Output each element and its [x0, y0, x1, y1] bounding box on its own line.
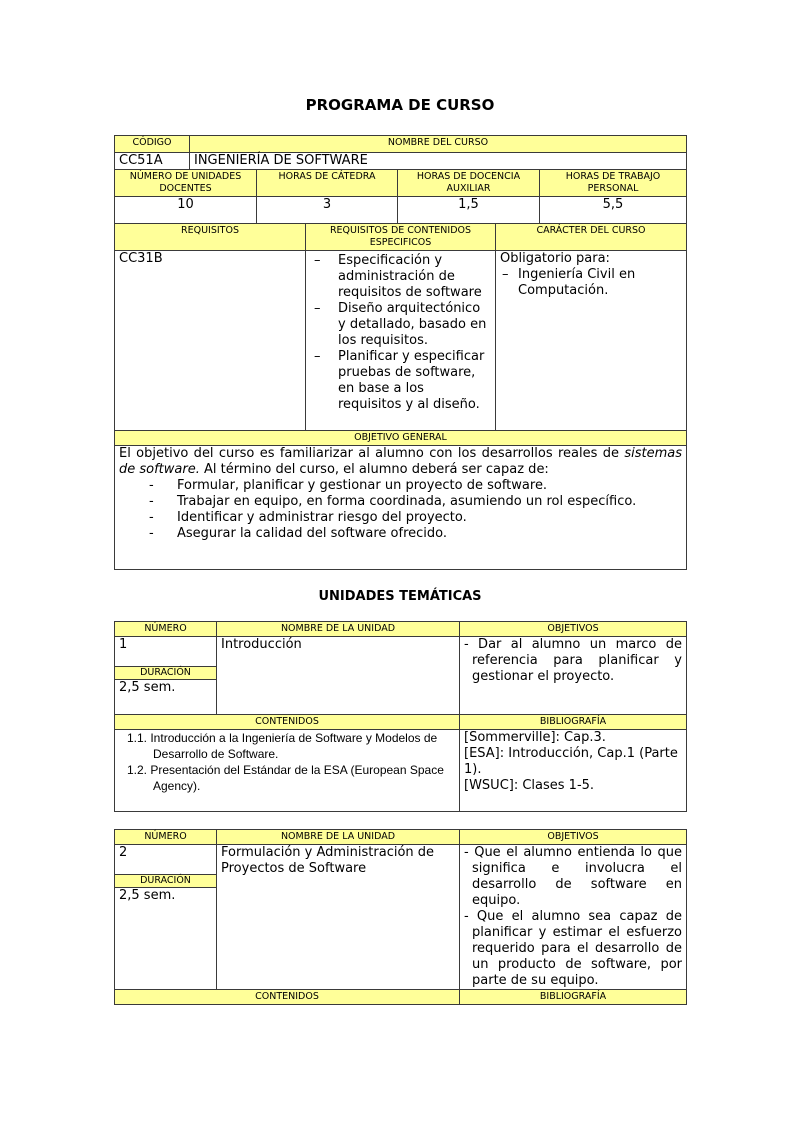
- units-title: UNIDADES TEMÁTICAS: [318, 589, 482, 604]
- course-name: INGENIERÍA DE SOFTWARE: [190, 153, 687, 170]
- requirements-table: [114, 223, 687, 570]
- bibliografia-item: [WSUC]: Clases 1-5.: [464, 778, 595, 793]
- nombre-unidad-header: NOMBRE DE LA UNIDAD: [217, 622, 460, 637]
- objetivo-cell: [115, 446, 687, 570]
- objetivos-header: OBJETIVOS: [460, 622, 687, 637]
- personal-value: 5,5: [540, 197, 687, 226]
- objetivo-item: - Formular, planificar y gestionar un proyecto de software.: [119, 478, 682, 494]
- objetivo-item: - Asegurar la calidad del software ofrecido.: [119, 526, 682, 542]
- unidades-value: 10: [115, 197, 257, 226]
- bibliografia-header: BIBLIOGRAFÍA: [460, 990, 687, 1005]
- codigo-header: CÓDIGO: [115, 136, 190, 153]
- numero-header: NÚMERO: [115, 622, 217, 637]
- numero-header: NÚMERO: [115, 830, 217, 845]
- objetivo-header: OBJETIVO GENERAL: [115, 431, 687, 446]
- objetivos-header: OBJETIVOS: [460, 830, 687, 845]
- objetivo-intro: [119, 446, 682, 478]
- requisitos-value: CC31B: [115, 251, 306, 431]
- numero-duracion-cell: [115, 845, 217, 990]
- objetivo-item: - Identificar y administrar riesgo del proyecto.: [119, 510, 682, 526]
- nombre-unidad-header: NOMBRE DE LA UNIDAD: [217, 830, 460, 845]
- auxiliar-value: 1,5: [398, 197, 540, 226]
- bibliografia-item: [Sommerville]: Cap.3.: [464, 730, 606, 745]
- bibliografia-item: [ESA]: Introducción, Cap.1 (Parte 1).: [464, 746, 678, 777]
- objetivo-item: - Trabajar en equipo, en forma coordinada, asumiendo un rol específico.: [119, 494, 682, 510]
- unit-table: [114, 621, 687, 812]
- caracter-cell: [496, 251, 687, 431]
- contenidos-cell: [115, 730, 460, 812]
- duracion-header: DURACIÓN: [115, 666, 216, 680]
- unit-objective: - Que el alumno sea capaz de planificar y estimar el esfuerzo requerido para el desarrollo de un producto de software, por parte de su equipo.: [464, 909, 682, 988]
- bibliografia-cell: [460, 730, 687, 812]
- contenido-item: 1.2. Presentación del Estándar de la ESA (European Space Agency).: [127, 763, 444, 793]
- contenido-item: 1.1. Introducción a la Ingeniería de Software y Modelos de Desarrollo de Software.: [127, 731, 438, 761]
- unit-number: 1: [119, 637, 128, 652]
- caracter-header: CARÁCTER DEL CURSO: [496, 224, 687, 251]
- page-title: PROGRAMA DE CURSO: [305, 96, 495, 114]
- req-contenido-item: – Especificación y administración de requisitos de software: [310, 253, 491, 301]
- unit-objectives-cell: [460, 845, 687, 990]
- req-contenido-item: – Planificar y especificar pruebas de software, en base a los requisitos y al diseño.: [310, 349, 491, 413]
- unit-duration: 2,5 sem.: [119, 888, 176, 903]
- unit-name: Formulación y Administración de Proyectos de Software: [217, 845, 460, 990]
- duracion-header: DURACIÓN: [115, 874, 216, 888]
- req-contenidos-header: REQUISITOS DE CONTENIDOS ESPECIFICOS: [306, 224, 496, 251]
- bibliografia-header: BIBLIOGRAFÍA: [460, 715, 687, 730]
- objetivo-text: El objetivo del curso es familiarizar al alumno con los desarrollos reales de: [119, 446, 625, 461]
- contenidos-header: CONTENIDOS: [115, 990, 460, 1005]
- numero-duracion-cell: [115, 637, 217, 715]
- caracter-intro: Obligatorio para:: [500, 251, 610, 266]
- req-contenido-item: – Diseño arquitectónico y detallado, basado en los requisitos.: [310, 301, 491, 349]
- caracter-item: – Ingeniería Civil en Computación.: [498, 267, 682, 299]
- nombre-header: NOMBRE DEL CURSO: [190, 136, 687, 153]
- catedra-value: 3: [257, 197, 398, 226]
- unit-objectives-cell: [460, 637, 687, 715]
- objetivo-text: Al término del curso, el alumno deberá ser capaz de:: [199, 462, 549, 477]
- catedra-header: HORAS DE CÁTEDRA: [257, 170, 398, 197]
- unit-name: Introducción: [217, 637, 460, 715]
- unit-objective: - Que el alumno entienda lo que significa e involucra el desarrollo de software en equipo.: [464, 845, 682, 908]
- personal-header: HORAS DE TRABAJO PERSONAL: [540, 170, 687, 197]
- unit-table: [114, 829, 687, 1005]
- course-code: CC51A: [115, 153, 190, 170]
- auxiliar-header: HORAS DE DOCENCIA AUXILIAR: [398, 170, 540, 197]
- contenidos-header: CONTENIDOS: [115, 715, 460, 730]
- objetivo-emphasis: sistemas de software.: [119, 446, 682, 477]
- unit-objective: - Dar al alumno un marco de referencia para planificar y gestionar el proyecto.: [464, 637, 682, 684]
- req-contenidos-cell: [306, 251, 496, 431]
- unit-number: 2: [119, 845, 128, 860]
- unit-duration: 2,5 sem.: [119, 680, 176, 695]
- requisitos-header: REQUISITOS: [115, 224, 306, 251]
- unidades-header: NÚMERO DE UNIDADES DOCENTES: [115, 170, 257, 197]
- course-info-table: [114, 135, 687, 226]
